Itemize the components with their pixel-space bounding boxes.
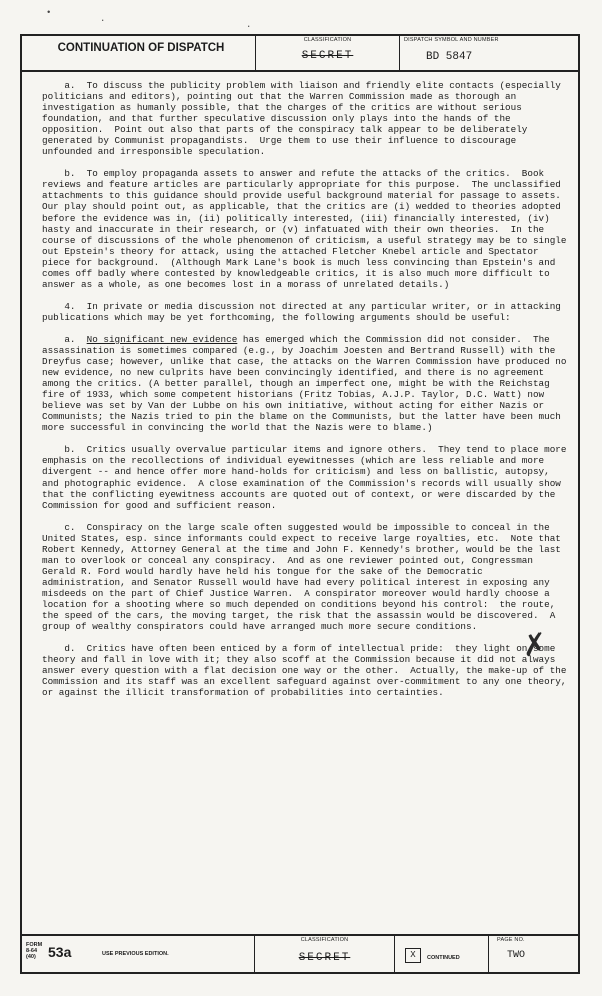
paragraph-a: a. To discuss the publicity problem with liaison and friendly elite contacts (especially politicians and editors), pointing out that the Warren Commission made as thorough an investigation as humanly possible, that the charges of the critics are without serious foundation, and that further speculative discussion only plays into the hands of the opposition. Point out also that parts of the conspiracy talk appear to be deliberately generated by Communist propagandists. Urge them to use their influence to discourage unfounded and irresponsible speculation. xyxy=(42,80,567,158)
footer-classification-value: SECRET xyxy=(298,952,351,964)
continued-checkbox: X xyxy=(405,948,421,963)
form-number-cell xyxy=(22,936,255,972)
paragraph-b: b. To employ propaganda assets to answer and refute the attacks of the critics. Book reviews and feature articles are particularly appropriate for this purpose. The unclassified attachments to this guidance should provide useful background material for passage to assets. Our play should point out, as applicable, that the critics are (i) wedded to theories adopted before the evidence was in, (ii) politically interested, (iii) financially interested, (iv) hasty and inaccurate in their research, or (v) infatuated with their own theories. In the course of discussions of the whole phenomenon of criticism, a useful strategy may be to single out Epstein's theory for attack, using the attached Fletcher Knebel article and Spectator piece for background. (Although Mark Lane's book is much less convincing than Epstein's and comes off badly where contested by knowledgeable critics, it is also much more difficult to answer as a whole, as one becomes lost in a morass of unrelated details.) xyxy=(42,168,573,290)
classification-value: SECRET xyxy=(301,50,354,62)
form-title-cell xyxy=(22,36,256,70)
scan-speck: · xyxy=(246,22,252,32)
footer-classification-cell xyxy=(255,936,395,972)
dispatch-symbol-label: DISPATCH SYMBOL AND NUMBER xyxy=(404,37,499,43)
previous-edition-note: USE PREVIOUS EDITION. xyxy=(102,951,169,957)
paragraph-4b: b. Critics usually overvalue particular items and ignore others. They tend to place more emphasis on the recollections of individual eyewitnesses (which are less reliable and more divergent -- and hence offer more hand-holds for criticism) and less on ballistic, autopsy, and photographic evidence. A close examination of the Commission's records will usually show that the conflicting eyewitness accounts are quoted out of context, or were discarded by the Commission for good and sufficient reason. xyxy=(42,444,573,511)
dispatch-page xyxy=(20,34,580,974)
scan-speck: • xyxy=(46,8,52,18)
handwritten-x-mark: ✗ xyxy=(519,626,550,665)
dispatch-body xyxy=(42,80,573,709)
paragraph-4c: c. Conspiracy on the large scale often suggested would be impossible to conceal in the United States, esp. since informants could expect to receive large royalties, etc. Note that Robert Kennedy, Attorney General at the time and John F. Kennedy's brother, would be the last man to overlook or conceal any conspiracy. And as one reviewer pointed out, Congressman Gerald R. Ford would hardly have held his tongue for the sake of the Democratic administration, and Senator Russell would have had every political interest in exposing any misdeeds on the part of Chief Justice Warren. A conspirator moreover would hardly choose a location for a shooting where so much depended on conditions beyond his control: the route, the speed of the cars, the moving target, the risk that the assassin would be discovered. A group of wealthy conspirators could have arranged much more secure conditions. xyxy=(42,521,567,633)
form-label-text: FORM 8-64 (40) xyxy=(26,942,43,960)
continued-label: CONTINUED xyxy=(427,955,460,961)
paragraph-4a xyxy=(42,333,573,434)
paragraph-4: 4. In private or media discussion not directed at any particular writer, or in attacking publications which may be yet forthcoming, the following arguments should be useful: xyxy=(42,300,567,323)
footer-classification-label: CLASSIFICATION xyxy=(300,937,349,943)
dispatch-symbol-cell xyxy=(400,36,580,70)
dispatch-footer xyxy=(22,934,578,972)
paragraph-4a-prefix: a. xyxy=(42,333,87,345)
form-title: CONTINUATION OF DISPATCH xyxy=(57,42,225,54)
dispatch-symbol-value: BD 5847 xyxy=(426,51,473,63)
continued-cell xyxy=(395,936,489,972)
paragraph-4d: d. Critics have often been enticed by a form of intellectual pride: they light on some theory and fall in love with it; they also scoff at the Commission because it did not always answer every question with a flat decision one way or the other. Actually, the make-up of the Commission and its staff was an excellent safeguard against over-commitment to any one theory, or against the illicit transformation of probabilities into certainties. xyxy=(42,643,573,699)
page-number-cell xyxy=(489,936,580,972)
page-number-value: TWO xyxy=(507,950,526,961)
paragraph-4a-underlined: No significant new evidence xyxy=(86,333,238,345)
form-number: 53a xyxy=(48,944,72,960)
dispatch-header xyxy=(22,36,578,72)
paragraph-4a-rest: has emerged which the Commission did not consider. The assassination is sometimes compared (e.g., by Joachim Joesten and Bertrand Russell) with the Dreyfus case; however, unlike that case, the attacks on the Warren Commission have produced no new evidence, no new culprits have been convincingly identified, and there is no agreement among the critics. (A better parallel, though an imperfect one, might be with the Reichstag fire of 1933, which some competent historians (Fritz Tobias, A.J.P. Taylor, D.C. Watt) now believe was set by Van der Lubbe on his own initiative, without acting for either Nazis or Communists; the Nazis tried to pin the blame on the Communists, but the latter have been much more successful in convincing the world that the Nazis were to blame.) xyxy=(42,333,573,434)
classification-label: CLASSIFICATION xyxy=(303,37,352,43)
scan-speck: . xyxy=(100,14,106,24)
page-number-label: PAGE NO. xyxy=(497,937,525,943)
classification-cell xyxy=(256,36,400,70)
form-label xyxy=(26,942,42,960)
